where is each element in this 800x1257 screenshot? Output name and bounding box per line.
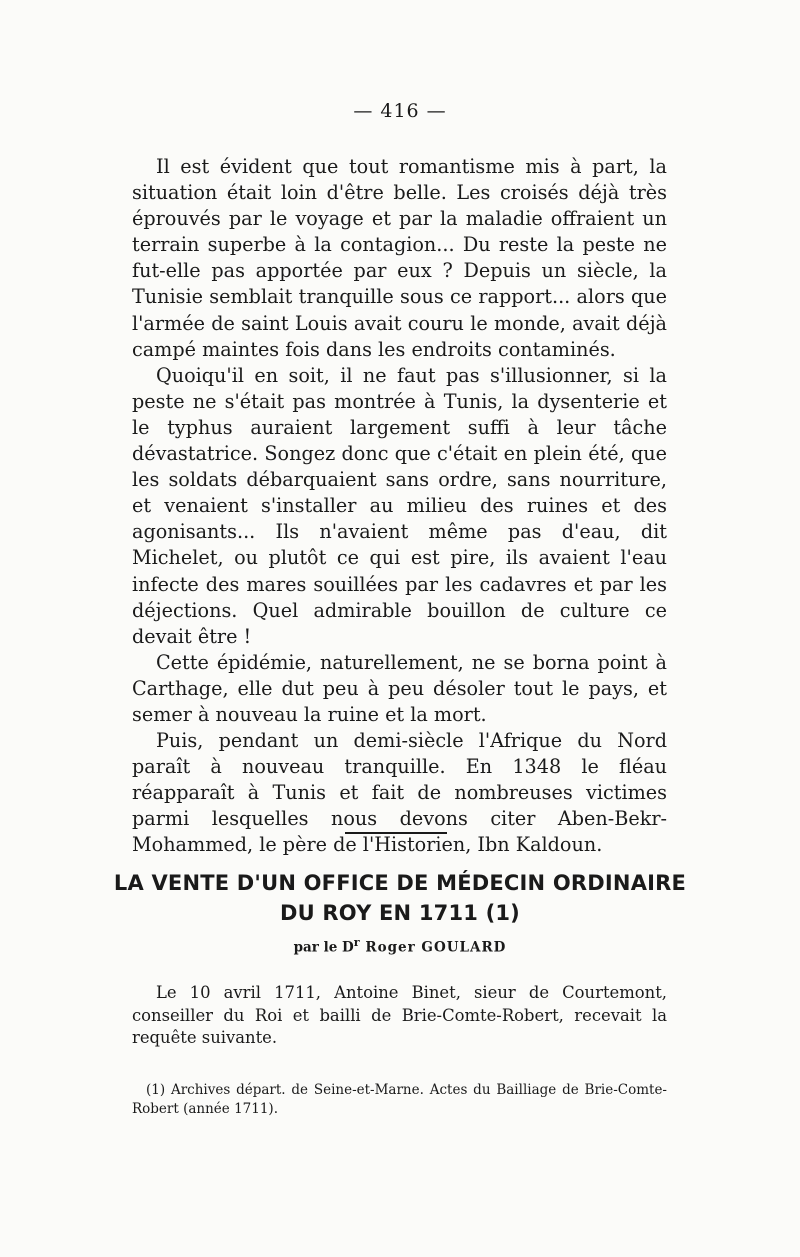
paragraph-4: Puis, pendant un demi-siècle l'Afrique du Nord paraît à nouveau tranquille. En 1348 le fléau réapparaît à Tunis et fait de nombreuses victimes parmi lesquelles nous devons citer Aben-Bekr-Mohammed, le père de l'Historien, Ibn Kaldoun. <box>132 729 667 857</box>
footnote <box>132 1081 667 1119</box>
article-title <box>110 868 690 928</box>
page-number: — 416 — <box>353 100 447 122</box>
section-divider <box>345 832 447 834</box>
article-title-line-1: LA VENTE D'UN OFFICE DE MÉDECIN ORDINAIRE <box>113 871 687 895</box>
paragraph-2: Quoiqu'il en soit, il ne faut pas s'illusionner, si la peste ne s'était pas montrée à Tunis, la dysenterie et le typhus auraient largement suffi à leur tâche dévastatrice. Songez donc que c'était en plein été, que les soldats débarquaient sans ordre, sans nourriture, et venaient s'installer au milieu des ruines et des agonisants... Ils n'avaient même pas d'eau, dit Michelet, ou plutôt ce qui est pire, ils avaient l'eau infecte des mares souillées par les cadavres et par les déjections. Quel admirable bouillon de culture ce devait être ! <box>132 363 667 648</box>
byline <box>110 935 690 956</box>
body-text <box>132 154 667 859</box>
article-intro <box>132 982 667 1050</box>
byline-author: Roger GOULARD <box>359 939 507 956</box>
paragraph-3: Cette épidémie, naturellement, ne se borna point à Carthage, elle dut peu à peu désoler tout le pays, et semer à nouveau la ruine et la mort. <box>132 650 667 726</box>
article-intro-paragraph: Le 10 avril 1711, Antoine Binet, sieur de Courtemont, conseiller du Roi et bailli de Brie-Comte-Robert, recevait la requête suivante. <box>132 983 667 1047</box>
byline-superscript: r <box>353 935 360 949</box>
article-title-line-2: DU ROY EN 1711 (1) <box>280 901 520 925</box>
footnote-text: (1) Archives départ. de Seine-et-Marne. Actes du Bailliage de Brie-Comte-Robert (année 1711). <box>132 1082 667 1117</box>
paragraph-1: Il est évident que tout romantisme mis à part, la situation était loin d'être belle. Les croisés déjà très éprouvés par le voyage et par la maladie offraient un terrain superbe à la contagion... Du reste la peste ne fut-elle pas apportée par eux ? Depuis un siècle, la Tunisie semblait tranquille sous ce rapport... alors que l'armée de saint Louis avait couru le monde, avait déjà campé maintes fois dans les endroits contaminés. <box>132 155 667 361</box>
byline-prefix: par le D <box>293 939 354 956</box>
